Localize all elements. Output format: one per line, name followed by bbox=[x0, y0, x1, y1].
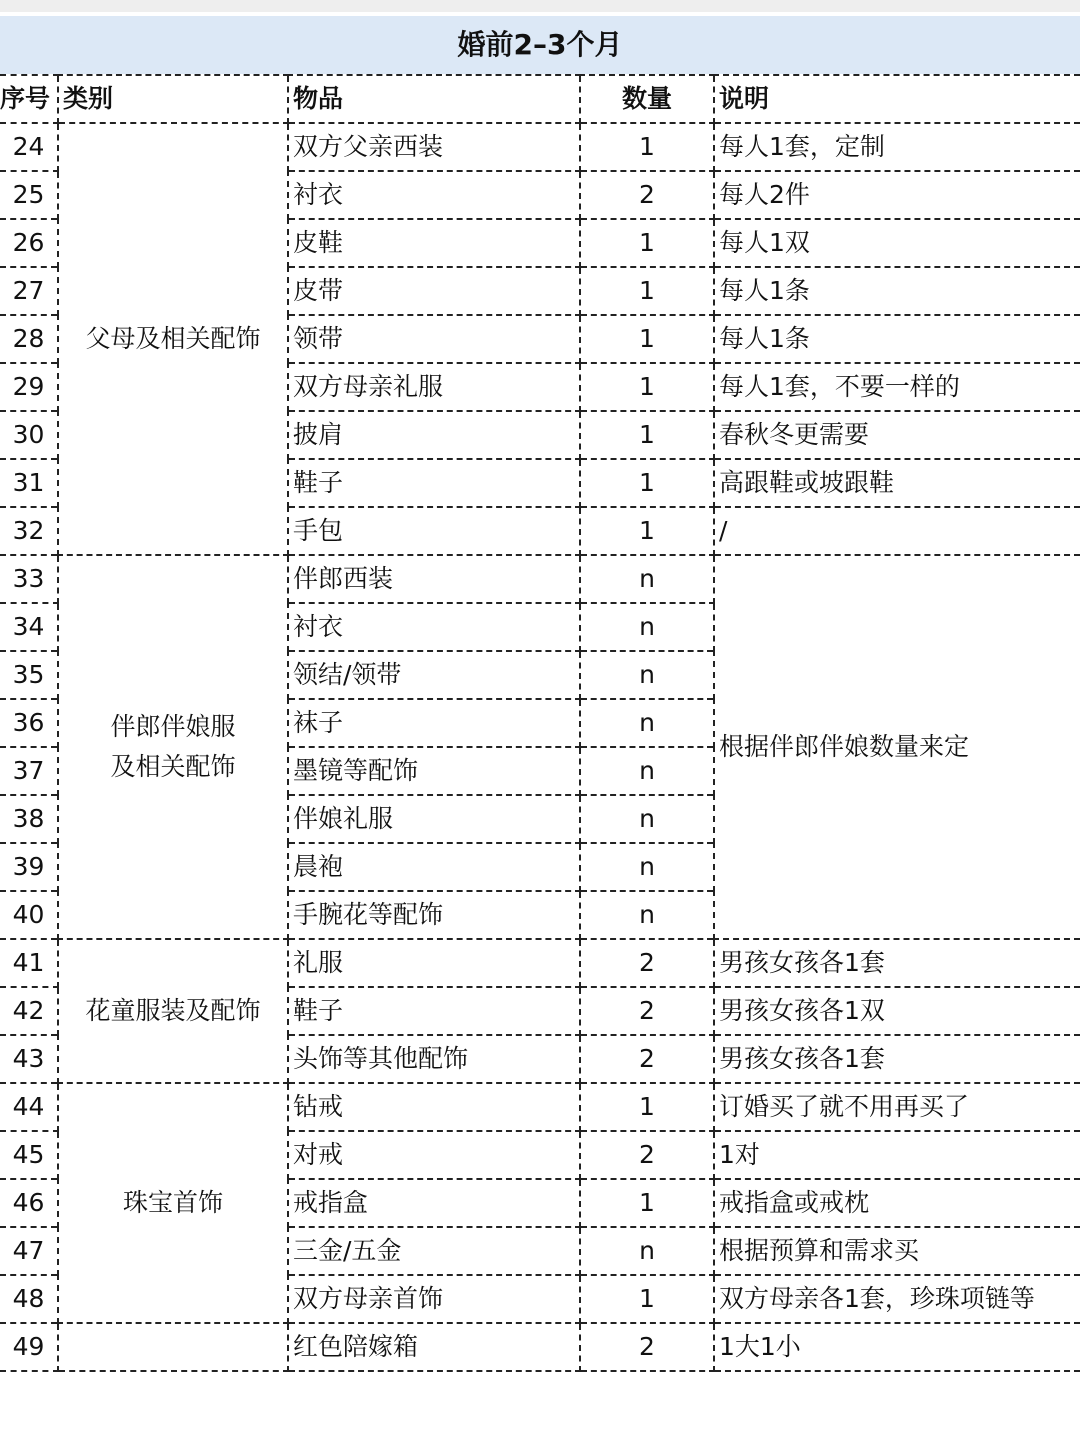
category-cell bbox=[58, 123, 288, 555]
table-row bbox=[0, 555, 1080, 603]
title-row bbox=[0, 16, 1080, 75]
item-cell: 鞋子 bbox=[288, 459, 580, 507]
category-label: 珠宝首饰 bbox=[122, 1188, 223, 1217]
category-cell bbox=[58, 1323, 288, 1371]
row-number: 24 bbox=[0, 123, 58, 171]
category-cell bbox=[58, 1083, 288, 1323]
category-cell bbox=[58, 555, 288, 939]
row-number: 48 bbox=[0, 1275, 58, 1323]
row-number: 43 bbox=[0, 1035, 58, 1083]
header-note: 说明 bbox=[714, 75, 1080, 123]
qty-cell: n bbox=[580, 699, 714, 747]
item-cell: 手腕花等配饰 bbox=[288, 891, 580, 939]
row-number: 31 bbox=[0, 459, 58, 507]
qty-cell: 1 bbox=[580, 507, 714, 555]
item-cell: 墨镜等配饰 bbox=[288, 747, 580, 795]
qty-cell: n bbox=[580, 891, 714, 939]
note-cell: 戒指盒或戒枕 bbox=[714, 1179, 1080, 1227]
header-item: 物品 bbox=[288, 75, 580, 123]
row-number: 44 bbox=[0, 1083, 58, 1131]
row-number: 38 bbox=[0, 795, 58, 843]
item-cell: 伴郎西装 bbox=[288, 555, 580, 603]
category-label: 父母及相关配饰 bbox=[85, 324, 261, 353]
row-number: 27 bbox=[0, 267, 58, 315]
item-cell: 衬衣 bbox=[288, 171, 580, 219]
row-number: 46 bbox=[0, 1179, 58, 1227]
table-row bbox=[0, 1083, 1080, 1131]
row-number: 28 bbox=[0, 315, 58, 363]
row-number: 41 bbox=[0, 939, 58, 987]
note-cell: 每人2件 bbox=[714, 171, 1080, 219]
note-cell: 每人1双 bbox=[714, 219, 1080, 267]
note-cell: 每人1套，不要一样的 bbox=[714, 363, 1080, 411]
qty-cell: 2 bbox=[580, 1131, 714, 1179]
qty-cell: 1 bbox=[580, 363, 714, 411]
category-label: 花童服装及配饰 bbox=[85, 996, 261, 1025]
item-cell: 袜子 bbox=[288, 699, 580, 747]
item-cell: 双方父亲西装 bbox=[288, 123, 580, 171]
item-cell: 双方母亲礼服 bbox=[288, 363, 580, 411]
item-cell: 伴娘礼服 bbox=[288, 795, 580, 843]
qty-cell: 2 bbox=[580, 171, 714, 219]
row-number: 25 bbox=[0, 171, 58, 219]
category-cell bbox=[58, 939, 288, 1083]
row-number: 45 bbox=[0, 1131, 58, 1179]
item-cell: 领带 bbox=[288, 315, 580, 363]
qty-cell: n bbox=[580, 795, 714, 843]
item-cell: 礼服 bbox=[288, 939, 580, 987]
note-cell: 男孩女孩各1套 bbox=[714, 939, 1080, 987]
header-no: 序号 bbox=[0, 75, 58, 123]
qty-cell: 1 bbox=[580, 459, 714, 507]
qty-cell: 1 bbox=[580, 1179, 714, 1227]
row-number: 33 bbox=[0, 555, 58, 603]
item-cell: 头饰等其他配饰 bbox=[288, 1035, 580, 1083]
item-cell: 对戒 bbox=[288, 1131, 580, 1179]
row-number: 39 bbox=[0, 843, 58, 891]
note-cell: 每人1条 bbox=[714, 315, 1080, 363]
item-cell: 红色陪嫁箱 bbox=[288, 1323, 580, 1371]
qty-cell: n bbox=[580, 603, 714, 651]
qty-cell: 2 bbox=[580, 987, 714, 1035]
qty-cell: 1 bbox=[580, 267, 714, 315]
qty-cell: 2 bbox=[580, 939, 714, 987]
qty-cell: 1 bbox=[580, 1275, 714, 1323]
item-cell: 披肩 bbox=[288, 411, 580, 459]
item-cell: 鞋子 bbox=[288, 987, 580, 1035]
item-cell: 三金/五金 bbox=[288, 1227, 580, 1275]
shared-note-cell: 根据伴郎伴娘数量来定 bbox=[714, 555, 1080, 939]
note-cell: 每人1条 bbox=[714, 267, 1080, 315]
note-cell: 根据预算和需求买 bbox=[714, 1227, 1080, 1275]
note-cell: 每人1套，定制 bbox=[714, 123, 1080, 171]
item-cell: 双方母亲首饰 bbox=[288, 1275, 580, 1323]
row-number: 37 bbox=[0, 747, 58, 795]
item-cell: 晨袍 bbox=[288, 843, 580, 891]
row-number: 32 bbox=[0, 507, 58, 555]
note-cell: 1对 bbox=[714, 1131, 1080, 1179]
row-number: 47 bbox=[0, 1227, 58, 1275]
qty-cell: 1 bbox=[580, 219, 714, 267]
item-cell: 衬衣 bbox=[288, 603, 580, 651]
qty-cell: 2 bbox=[580, 1035, 714, 1083]
row-number: 34 bbox=[0, 603, 58, 651]
item-cell: 皮鞋 bbox=[288, 219, 580, 267]
header-row bbox=[0, 75, 1080, 123]
qty-cell: 2 bbox=[580, 1323, 714, 1371]
qty-cell: 1 bbox=[580, 315, 714, 363]
note-cell: 1大1小 bbox=[714, 1323, 1080, 1371]
qty-cell: 1 bbox=[580, 123, 714, 171]
qty-cell: n bbox=[580, 747, 714, 795]
table-row bbox=[0, 939, 1080, 987]
note-cell: 双方母亲各1套，珍珠项链等 bbox=[714, 1275, 1080, 1323]
row-number: 36 bbox=[0, 699, 58, 747]
row-number: 29 bbox=[0, 363, 58, 411]
header-qty: 数量 bbox=[580, 75, 714, 123]
item-cell: 戒指盒 bbox=[288, 1179, 580, 1227]
qty-cell: n bbox=[580, 651, 714, 699]
qty-cell: 1 bbox=[580, 411, 714, 459]
category-label: 伴郎伴娘服 bbox=[110, 712, 236, 741]
header-category: 类别 bbox=[58, 75, 288, 123]
sheet-title: 婚前2–3个月 bbox=[0, 16, 1080, 75]
row-number: 49 bbox=[0, 1323, 58, 1371]
row-number: 30 bbox=[0, 411, 58, 459]
row-number: 35 bbox=[0, 651, 58, 699]
category-label: 及相关配饰 bbox=[110, 752, 236, 781]
qty-cell: n bbox=[580, 843, 714, 891]
table-row bbox=[0, 123, 1080, 171]
wedding-checklist-table bbox=[0, 16, 1080, 1372]
note-cell: 春秋冬更需要 bbox=[714, 411, 1080, 459]
note-cell: 高跟鞋或坡跟鞋 bbox=[714, 459, 1080, 507]
qty-cell: 1 bbox=[580, 1083, 714, 1131]
item-cell: 钻戒 bbox=[288, 1083, 580, 1131]
item-cell: 皮带 bbox=[288, 267, 580, 315]
qty-cell: n bbox=[580, 1227, 714, 1275]
note-cell: / bbox=[714, 507, 1080, 555]
item-cell: 领结/领带 bbox=[288, 651, 580, 699]
row-number: 26 bbox=[0, 219, 58, 267]
row-number: 40 bbox=[0, 891, 58, 939]
top-strip bbox=[0, 0, 1080, 12]
row-number: 42 bbox=[0, 987, 58, 1035]
item-cell: 手包 bbox=[288, 507, 580, 555]
qty-cell: n bbox=[580, 555, 714, 603]
note-cell: 男孩女孩各1套 bbox=[714, 1035, 1080, 1083]
note-cell: 订婚买了就不用再买了 bbox=[714, 1083, 1080, 1131]
note-cell: 男孩女孩各1双 bbox=[714, 987, 1080, 1035]
table-row bbox=[0, 1323, 1080, 1371]
